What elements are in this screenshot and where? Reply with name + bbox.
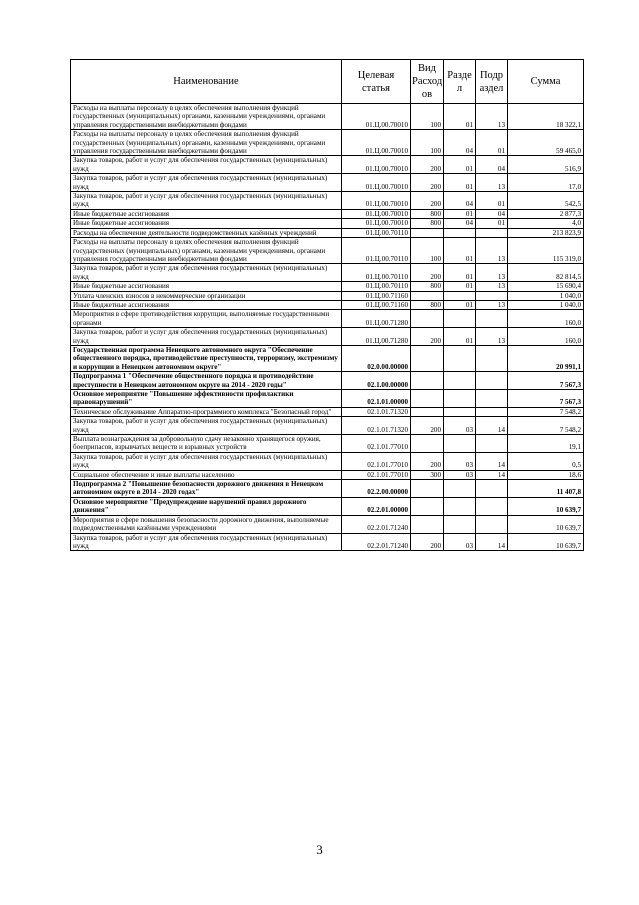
cell-name: Расходы на выплаты персоналу в целях обеспечения выполнения функций государственных (муниципальных) органами, казенными учреждениями, органами управления государственными внебюджетными фондами [71, 104, 342, 130]
table-row [71, 480, 584, 498]
header-type: Вид Расход ов [411, 60, 444, 104]
cell-name: Подпрограмма 1 "Обеспечение общественного порядка и противодействие преступности в Ненецком автономном округе на 2014 - 2020 годы" [71, 372, 342, 390]
cell-section [444, 345, 476, 371]
cell-type [411, 515, 444, 533]
cell-type [411, 497, 444, 515]
cell-target: 02.1.01.77010 [342, 435, 411, 453]
cell-type: 100 [411, 238, 444, 264]
table-row [71, 497, 584, 515]
cell-section [444, 515, 476, 533]
table-row [71, 345, 584, 371]
cell-name: Уплата членских взносов в некоммерческие организации [71, 291, 342, 300]
cell-target: 01.Ц.00.70010 [342, 174, 411, 192]
table-row [71, 156, 584, 174]
header-section: Разде л [444, 60, 476, 104]
cell-name: Закупка товаров, работ и услуг для обеспечения государственных (муниципальных) нужд [71, 174, 342, 192]
cell-target: 01.Ц.00.70110 [342, 228, 411, 237]
cell-target: 01.Ц.00.71280 [342, 310, 411, 328]
budget-table [70, 59, 584, 551]
cell-sum: 18,6 [508, 470, 584, 479]
cell-sum: 213 823,9 [508, 228, 584, 237]
page-number: 3 [316, 842, 323, 857]
cell-sum: 1 040,0 [508, 300, 584, 309]
cell-subsection: 13 [476, 174, 508, 192]
cell-name: Основное мероприятие "Повышение эффективности профилактики правонарушений" [71, 390, 342, 408]
cell-section: 04 [444, 130, 476, 156]
cell-sum: 7 548,2 [508, 407, 584, 416]
cell-target: 01.Ц.00.70010 [342, 209, 411, 218]
cell-subsection: 01 [476, 219, 508, 228]
cell-target: 02.1.01.71320 [342, 407, 411, 416]
cell-type: 800 [411, 209, 444, 218]
cell-name: Закупка товаров, работ и услуг для обеспечения государственных (муниципальных) нужд [71, 417, 342, 435]
cell-subsection [476, 345, 508, 371]
cell-subsection: 13 [476, 300, 508, 309]
cell-sum: 17,0 [508, 174, 584, 192]
table-row [71, 174, 584, 192]
cell-sum: 7 567,3 [508, 372, 584, 390]
cell-section: 04 [444, 219, 476, 228]
cell-target: 02.1.01.77010 [342, 470, 411, 479]
cell-target: 01.Ц.00.71160 [342, 291, 411, 300]
cell-type [411, 480, 444, 498]
cell-section [444, 407, 476, 416]
cell-section [444, 228, 476, 237]
cell-type: 200 [411, 264, 444, 282]
cell-section [444, 497, 476, 515]
table-row [71, 238, 584, 264]
cell-subsection [476, 407, 508, 416]
cell-type [411, 310, 444, 328]
cell-name: Государственная программа Ненецкого автономного округа "Обеспечение общественного порядка, противодействие преступности, терроризму, экстремизму и коррупции в Ненецком автономном округе" [71, 345, 342, 371]
cell-section: 01 [444, 282, 476, 291]
table-row [71, 291, 584, 300]
table-row [71, 219, 584, 228]
cell-type: 800 [411, 282, 444, 291]
table-row [71, 209, 584, 218]
cell-section: 01 [444, 156, 476, 174]
cell-subsection [476, 310, 508, 328]
table-row [71, 533, 584, 551]
cell-subsection: 04 [476, 209, 508, 218]
cell-type: 800 [411, 300, 444, 309]
table-row [71, 452, 584, 470]
cell-type [411, 228, 444, 237]
table-row [71, 130, 584, 156]
cell-sum: 1 040,0 [508, 291, 584, 300]
cell-type [411, 435, 444, 453]
cell-name: Закупка товаров, работ и услуг для обеспечения государственных (муниципальных) нужд [71, 452, 342, 470]
table-row [71, 515, 584, 533]
cell-type: 200 [411, 328, 444, 346]
cell-sum: 542,5 [508, 192, 584, 210]
table-row [71, 228, 584, 237]
cell-sum: 59 465,0 [508, 130, 584, 156]
header-subsection: Подр аздел [476, 60, 508, 104]
cell-target: 02.1.01.00000 [342, 390, 411, 408]
cell-target: 01.Ц.00.70010 [342, 219, 411, 228]
cell-name: Мероприятия в сфере противодействия коррупции, выполняемые государственными органами [71, 310, 342, 328]
cell-type: 100 [411, 104, 444, 130]
cell-type: 200 [411, 156, 444, 174]
table-row [71, 310, 584, 328]
cell-target: 01.Ц.00.70110 [342, 238, 411, 264]
cell-section [444, 291, 476, 300]
cell-type [411, 345, 444, 371]
cell-target: 02.2.01.71240 [342, 533, 411, 551]
table-row [71, 300, 584, 309]
cell-subsection: 01 [476, 192, 508, 210]
cell-target: 01.Ц.00.70010 [342, 192, 411, 210]
cell-type: 200 [411, 174, 444, 192]
table-row [71, 372, 584, 390]
cell-subsection [476, 435, 508, 453]
cell-type [411, 390, 444, 408]
cell-name: Закупка товаров, работ и услуг для обеспечения государственных (муниципальных) нужд [71, 192, 342, 210]
cell-target: 01.Ц.00.70010 [342, 156, 411, 174]
cell-type [411, 407, 444, 416]
cell-section: 01 [444, 209, 476, 218]
cell-subsection [476, 390, 508, 408]
cell-target: 02.1.01.77010 [342, 452, 411, 470]
cell-sum: 4,0 [508, 219, 584, 228]
header-row [71, 60, 584, 104]
cell-sum: 82 814,5 [508, 264, 584, 282]
cell-type: 200 [411, 533, 444, 551]
table-row [71, 390, 584, 408]
cell-sum: 0,5 [508, 452, 584, 470]
cell-target: 02.2.01.71240 [342, 515, 411, 533]
cell-name: Закупка товаров, работ и услуг для обеспечения государственных (муниципальных) нужд [71, 533, 342, 551]
cell-sum: 516,9 [508, 156, 584, 174]
cell-subsection: 01 [476, 130, 508, 156]
cell-type: 200 [411, 417, 444, 435]
cell-section: 01 [444, 238, 476, 264]
cell-subsection: 04 [476, 156, 508, 174]
header-target: Целевая статья [342, 60, 411, 104]
cell-subsection: 13 [476, 238, 508, 264]
cell-name: Закупка товаров, работ и услуг для обеспечения государственных (муниципальных) нужд [71, 156, 342, 174]
cell-sum: 160,0 [508, 310, 584, 328]
cell-subsection: 14 [476, 452, 508, 470]
cell-sum: 7 548,2 [508, 417, 584, 435]
cell-subsection [476, 480, 508, 498]
cell-section: 01 [444, 264, 476, 282]
cell-section: 01 [444, 300, 476, 309]
table-row [71, 470, 584, 479]
table-row [71, 282, 584, 291]
cell-section: 01 [444, 328, 476, 346]
cell-subsection [476, 372, 508, 390]
cell-sum: 18 322,1 [508, 104, 584, 130]
cell-subsection [476, 291, 508, 300]
cell-target: 02.2.00.00000 [342, 480, 411, 498]
cell-section: 03 [444, 470, 476, 479]
cell-sum: 115 319,0 [508, 238, 584, 264]
cell-sum: 19,1 [508, 435, 584, 453]
header-name: Наименование [71, 60, 342, 104]
cell-type [411, 291, 444, 300]
cell-target: 02.0.00.00000 [342, 345, 411, 371]
table-row [71, 407, 584, 416]
cell-name: Основное мероприятие "Предупреждение нарушений правил дорожного движения" [71, 497, 342, 515]
cell-target: 02.2.01.00000 [342, 497, 411, 515]
cell-sum: 10 639,7 [508, 533, 584, 551]
cell-type: 200 [411, 192, 444, 210]
cell-type: 800 [411, 219, 444, 228]
cell-type: 300 [411, 470, 444, 479]
cell-name: Иные бюджетные ассигнования [71, 209, 342, 218]
cell-sum: 15 690,4 [508, 282, 584, 291]
cell-subsection: 14 [476, 417, 508, 435]
cell-section [444, 435, 476, 453]
cell-subsection: 13 [476, 264, 508, 282]
cell-type: 200 [411, 452, 444, 470]
cell-name: Иные бюджетные ассигнования [71, 219, 342, 228]
cell-section: 01 [444, 174, 476, 192]
cell-sum: 160,0 [508, 328, 584, 346]
cell-sum: 7 567,3 [508, 390, 584, 408]
cell-name: Социальное обеспечение и иные выплаты населению [71, 470, 342, 479]
cell-name: Иные бюджетные ассигнования [71, 282, 342, 291]
cell-section: 03 [444, 533, 476, 551]
cell-subsection: 13 [476, 104, 508, 130]
cell-target: 01.Ц.00.70110 [342, 282, 411, 291]
cell-target: 01.Ц.00.71280 [342, 328, 411, 346]
cell-name: Подпрограмма 2 "Повышение безопасности дорожного движения в Ненецком автономном округе в 2014 - 2020 годах" [71, 480, 342, 498]
cell-section [444, 480, 476, 498]
cell-sum: 10 639,7 [508, 497, 584, 515]
cell-name: Расходы на выплаты персоналу в целях обеспечения выполнения функций государственных (муниципальных) органами, казенными учреждениями, органами управления государственными внебюджетными фондами [71, 238, 342, 264]
cell-section: 01 [444, 104, 476, 130]
table-row [71, 417, 584, 435]
cell-section: 04 [444, 192, 476, 210]
cell-name: Техническое обслуживание Аппаратно-программного комплекса "Безопасный город" [71, 407, 342, 416]
table-row [71, 328, 584, 346]
cell-subsection [476, 228, 508, 237]
cell-name: Иные бюджетные ассигнования [71, 300, 342, 309]
cell-subsection: 13 [476, 328, 508, 346]
table-row [71, 192, 584, 210]
cell-sum: 11 407,8 [508, 480, 584, 498]
cell-target: 01.Ц.00.70110 [342, 264, 411, 282]
cell-target: 02.1.00.00000 [342, 372, 411, 390]
header-sum: Сумма [508, 60, 584, 104]
cell-name: Закупка товаров, работ и услуг для обеспечения государственных (муниципальных) нужд [71, 328, 342, 346]
cell-subsection: 14 [476, 533, 508, 551]
cell-target: 01.Ц.00.71160 [342, 300, 411, 309]
cell-name: Закупка товаров, работ и услуг для обеспечения государственных (муниципальных) нужд [71, 264, 342, 282]
cell-type: 100 [411, 130, 444, 156]
cell-section [444, 390, 476, 408]
table-row [71, 435, 584, 453]
cell-type [411, 372, 444, 390]
cell-name: Расходы на выплаты персоналу в целях обеспечения выполнения функций государственных (муниципальных) органами, казенными учреждениями, органами управления государственными внебюджетными фондами [71, 130, 342, 156]
table-row [71, 264, 584, 282]
cell-name: Выплата вознаграждения за добровольную сдачу незаконно хранящегося оружия, боеприпасов, взрывчатых веществ и взрывных устройств [71, 435, 342, 453]
cell-sum: 20 991,1 [508, 345, 584, 371]
cell-target: 02.1.01.71320 [342, 417, 411, 435]
cell-name: Мероприятия в сфере повышения безопасности дорожного движения, выполняемые подведомственными казёнными учреждениями [71, 515, 342, 533]
cell-sum: 10 639,7 [508, 515, 584, 533]
cell-subsection [476, 497, 508, 515]
cell-subsection: 14 [476, 470, 508, 479]
cell-sum: 2 877,3 [508, 209, 584, 218]
cell-section [444, 372, 476, 390]
cell-subsection: 13 [476, 282, 508, 291]
cell-target: 01.Ц.00.70010 [342, 130, 411, 156]
cell-subsection [476, 515, 508, 533]
table-row [71, 104, 584, 130]
cell-name: Расходы на обеспечение деятельности подведомственных казённых учреждений [71, 228, 342, 237]
cell-target: 01.Ц.00.70010 [342, 104, 411, 130]
cell-section: 03 [444, 452, 476, 470]
cell-section: 03 [444, 417, 476, 435]
cell-section [444, 310, 476, 328]
